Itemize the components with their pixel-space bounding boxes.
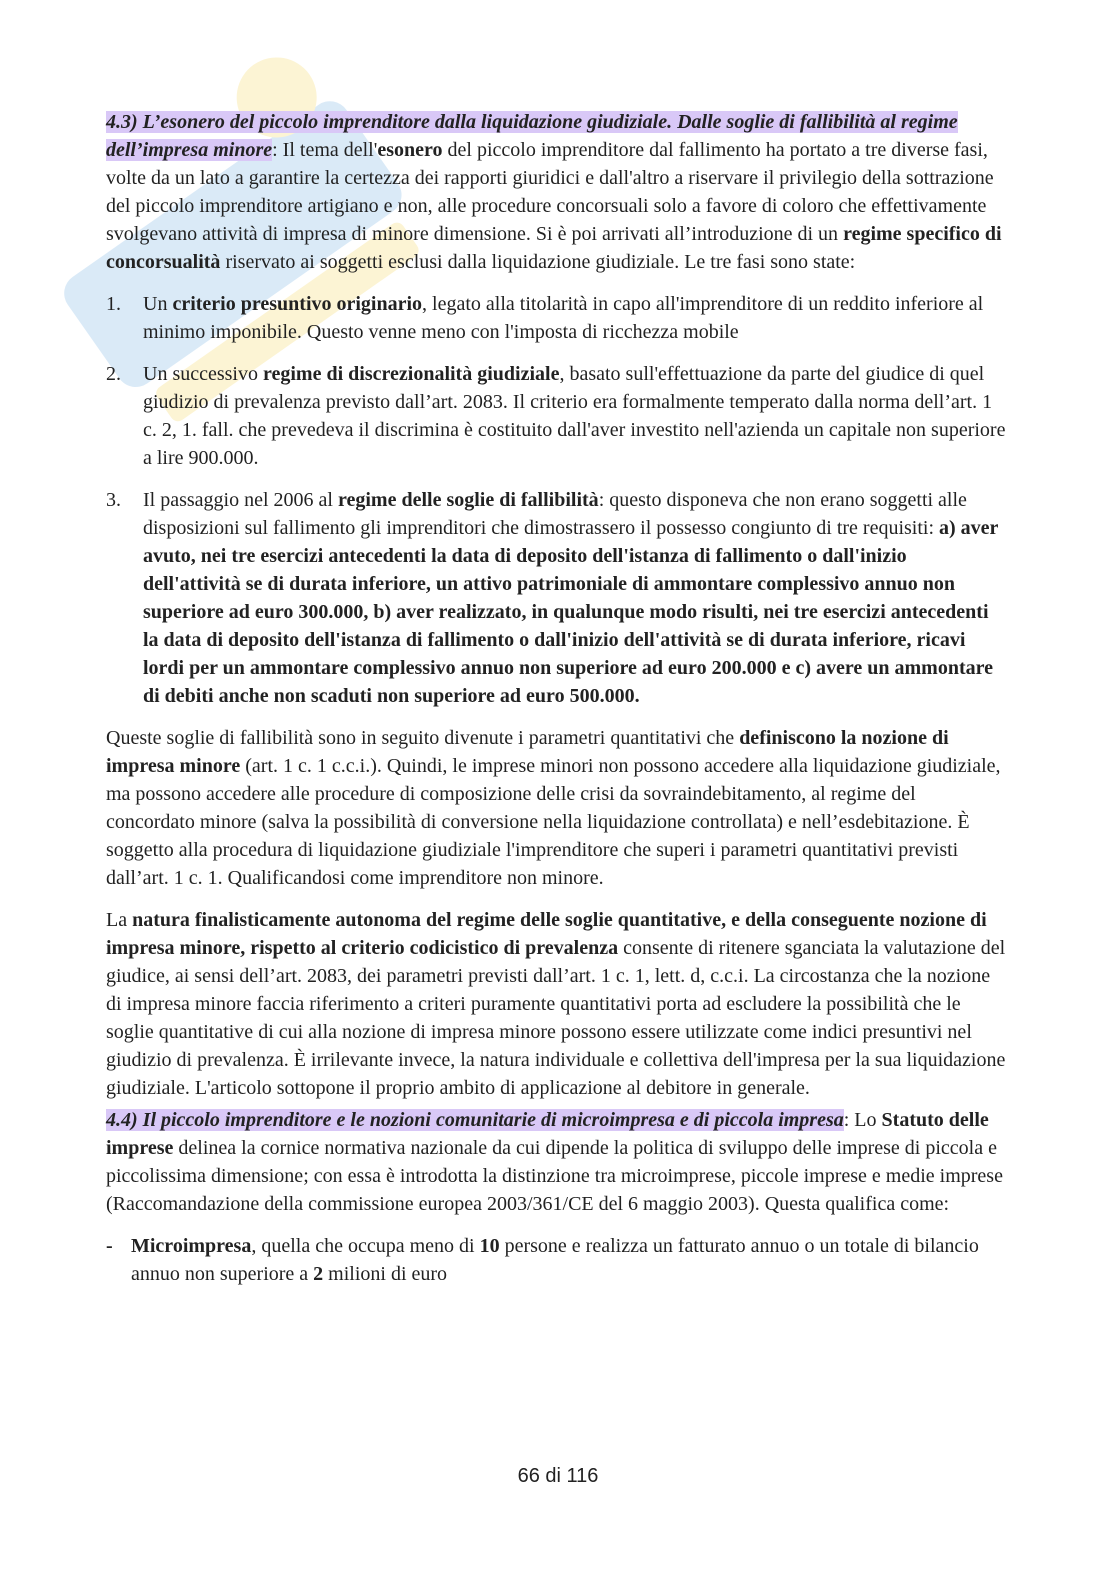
- section-4-4-heading: 4.4) Il piccolo imprenditore e le nozioni comunitarie di microimpresa e di piccola impresa: [106, 1109, 844, 1131]
- page-content: [106, 108, 1006, 1288]
- natura-paragraph: La natura finalisticamente autonoma del regime delle soglie quantitative, e della conseguente nozione di impresa minore, rispetto al criterio codicistico di prevalenza consente di ritenere sganciata la valutazione del giudice, ai sensi dell’art. 2083, dei parametri previsti dall’art. 1 c. 1, lett. d, c.c.i. La circostanza che la nozione di impresa minore faccia riferimento a criteri puramente quantitativi porta ad escludere la possibilità che le soglie quantitative di cui alla nozione di impresa minore possono essere utilizzate come indici presuntivi nel giudizio di prevalenza. È irrilevante invece, la natura individuale e collettiva dell'impresa per la sua liquidazione giudiziale. L'articolo sottopone il proprio ambito di applicazione al debitore in generale.: [106, 909, 1006, 1099]
- list-item: 2. Un successivo regime di discrezionalità giudiziale, basato sull'effettuazione da parte del giudice di quel giudizio di prevalenza previsto dall’art. 2083. Il criterio era formalmente temperato dalla norma dell’art. 1 c. 2, 1. fall. che prevedeva il discrimina è costituito dall'aver investito nell'azienda un capitale non superiore a lire 900.000.: [106, 360, 1006, 472]
- phases-list: [106, 290, 1006, 710]
- section-4-4-paragraph: 4.4) Il piccolo imprenditore e le nozioni comunitarie di microimpresa e di piccola impresa: Lo Statuto delle imprese delinea la cornice normativa nazionale da cui dipende la politica di sviluppo delle imprese di piccola e piccolissima dimensione; con essa è introdotta la distinzione tra microimprese, piccole imprese e medie imprese (Raccomandazione della commissione europea 2003/361/CE del 6 maggio 2003). Questa qualifica come:: [106, 1109, 1003, 1215]
- list-item: 3. Il passaggio nel 2006 al regime delle soglie di fallibilità: questo disponeva che non erano soggetti alle disposizioni sul fallimento gli imprenditori che dimostrassero il possesso congiunto di tre requisiti: a) aver avuto, nei tre esercizi antecedenti la data di deposito dell'istanza di fallimento o dall'inizio dell'attività se di durata inferiore, un attivo patrimoniale di ammontare complessivo annuo non superiore ad euro 300.000, b) aver realizzato, in qualunque modo risulti, nei tre esercizi antecedenti la data di deposito dell'istanza di fallimento o dall'inizio dell'attività se di durata inferiore, ricavi lordi per un ammontare complessivo annuo non superiore ad euro 200.000 e c) avere un ammontare di debiti anche non scaduti non superiore ad euro 500.000.: [106, 486, 1006, 710]
- section-4-3-paragraph: 4.3) L’esonero del piccolo imprenditore dalla liquidazione giudiziale. Dalle soglie di fallibilità al regime dell’impresa minore: Il tema dell'esonero del piccolo imprenditore dal fallimento ha portato a tre diverse fasi, volte da un lato a garantire la certezza dei rapporti giuridici e dall'altro a riservare il privilegio della sottrazione del piccolo imprenditore artigiano e non, alle procedure concorsuali solo a favore di coloro che effettivamente svolgevano attività di impresa di minore dimensione. Si è poi arrivati all’introduzione di un regime specifico di concorsualità riservato ai soggetti esclusi dalla liquidazione giudiziale. Le tre fasi sono state:: [106, 111, 1002, 273]
- list-number: 3.: [106, 489, 121, 511]
- list-number: 2.: [106, 363, 121, 385]
- list-number: 1.: [106, 293, 121, 315]
- list-item: - Microimpresa, quella che occupa meno di 10 persone e realizza un fatturato annuo o un totale di bilancio annuo non superiore a 2 milioni di euro: [106, 1232, 1006, 1288]
- soglie-paragraph: Queste soglie di fallibilità sono in seguito divenute i parametri quantitativi che definiscono la nozione di impresa minore (art. 1 c. 1 c.c.i.). Quindi, le imprese minori non possono accedere alla liquidazione giudiziale, ma possono accedere alle procedure di composizione delle crisi da sovraindebitamento, al regime del concordato minore (salva la possibilità di conversione nella liquidazione controllata) e nell’esdebitazione. È soggetto alla procedura di liquidazione giudiziale l'imprenditore che superi i parametri quantitativi previsti dall’art. 1 c. 1. Qualificandosi come imprenditore non minore.: [106, 727, 1001, 889]
- list-item: 1. Un criterio presuntivo originario, legato alla titolarità in capo all'imprenditore di un reddito inferiore al minimo imponibile. Questo venne meno con l'imposta di ricchezza mobile: [106, 290, 1006, 346]
- section-4-3-heading: 4.3) L’esonero del piccolo imprenditore dalla liquidazione giudiziale. Dalle soglie di fallibilità al regime dell’impresa minore: [106, 111, 958, 161]
- page-number: 66 di 116: [517, 1465, 599, 1487]
- impresa-types-list: [106, 1232, 1006, 1288]
- dash-bullet-icon: -: [106, 1235, 113, 1257]
